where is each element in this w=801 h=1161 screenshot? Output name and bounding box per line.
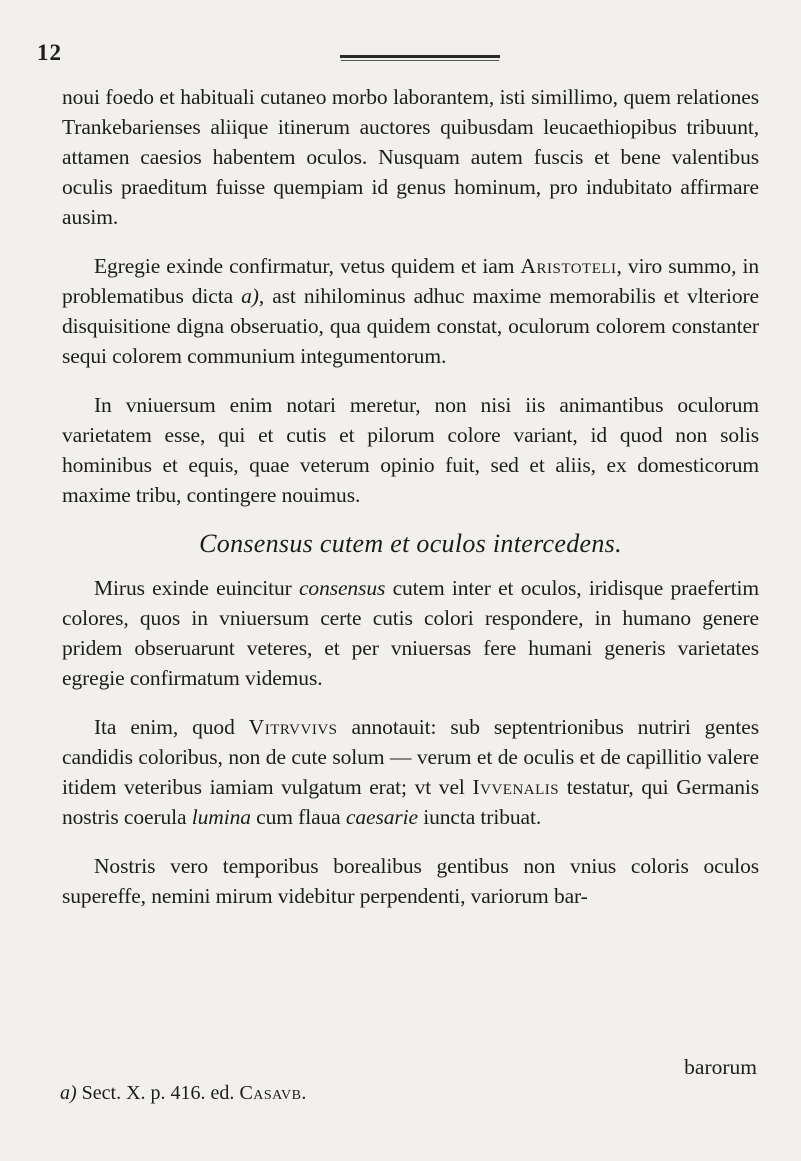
- page-number: 12: [37, 40, 62, 65]
- paragraph-2-part-a: Egregie exinde confirmatur, vetus quidem et iam: [94, 254, 521, 278]
- footnote-reference: a): [241, 284, 259, 308]
- paragraph-2: [62, 251, 759, 371]
- footnote-editor: Casavb.: [239, 1082, 307, 1104]
- paragraph-5-part-e: iuncta tribuat.: [417, 805, 542, 829]
- paragraph-5: [62, 712, 759, 832]
- section-subheading: Consensus cutem et oculos intercedens.: [199, 529, 622, 558]
- paragraph-6: Nostris vero temporibus borealibus gentibus non vnius coloris oculos supereffe, nemini mirum videbitur perpendenti, variorum bar-: [62, 854, 759, 908]
- word-caesarie: caesarie: [345, 805, 418, 829]
- footnote: [60, 1082, 307, 1105]
- footnote-marker: a): [60, 1082, 77, 1104]
- word-consensus: consensus: [298, 576, 386, 600]
- footnote-text: Sect. X. p. 416. ed.: [81, 1082, 240, 1104]
- paragraph-5-part-b: annotauit: sub septentrionibus nutriri gentes candidis coloribus, non de cute solum — verum et de oculis et de capillitio valere itidem veteribus iamiam vulgatum erat; vt vel: [62, 715, 759, 799]
- paragraph-4-part-a: Mirus exinde euincitur: [94, 576, 299, 600]
- name-vitruvius: Vitrvvivs: [248, 715, 338, 739]
- word-lumina: lumina: [191, 805, 251, 829]
- paragraph-5-part-a: Ita enim, quod: [94, 715, 249, 739]
- paragraph-3: In vniuersum enim notari meretur, non nisi iis animantibus oculorum varietatem esse, qui et cutis et pilorum colore variant, id quod non solis hominibus et equis, quae veterum opinio fuit, sed et aliis, ex domesticorum maxime tribu, contingere nouimus.: [62, 393, 759, 507]
- paragraph-2-part-c: , ast nihilominus adhuc maxime memorabilis et vlteriore disquisitione digna obseruatio, qua quidem constat, oculorum colorem constanter sequi colorem communium integumentorum.: [62, 284, 759, 368]
- paragraph-1: noui foedo et habituali cutaneo morbo laborantem, isti simillimo, quem relationes Trankebarienses aliique itinerum auctores quibusdam leucaethiopibus tribuunt, attamen caesios habentem oculos. Nusquam autem fuscis et bene valentibus oculis praeditum fuisse quempiam id genus hominum, pro indubitato affirmare ausim.: [62, 85, 759, 229]
- paragraph-5-part-d: cum flaua: [250, 805, 346, 829]
- paragraph-4: [62, 573, 759, 693]
- header-rule: [340, 55, 500, 58]
- paragraph-2-part-b: , viro summo, in problematibus dicta: [62, 254, 759, 308]
- paragraph-4-part-b: cutem inter et oculos, iridisque praefertim colores, quos in vniuersum certe cutis colori respondere, in humano genere pridem obseruarunt veteres, et per vniuersas fere humani generis varietates egregie confirmatum videmus.: [62, 576, 759, 690]
- paragraph-5-part-c: testatur, qui Germanis nostris coerula: [62, 775, 759, 829]
- catchword: barorum: [684, 1055, 757, 1079]
- body-text: [62, 82, 759, 930]
- name-iuvenalis: Ivvenalis: [472, 775, 560, 799]
- name-aristoteli: Aristoteli: [520, 254, 617, 278]
